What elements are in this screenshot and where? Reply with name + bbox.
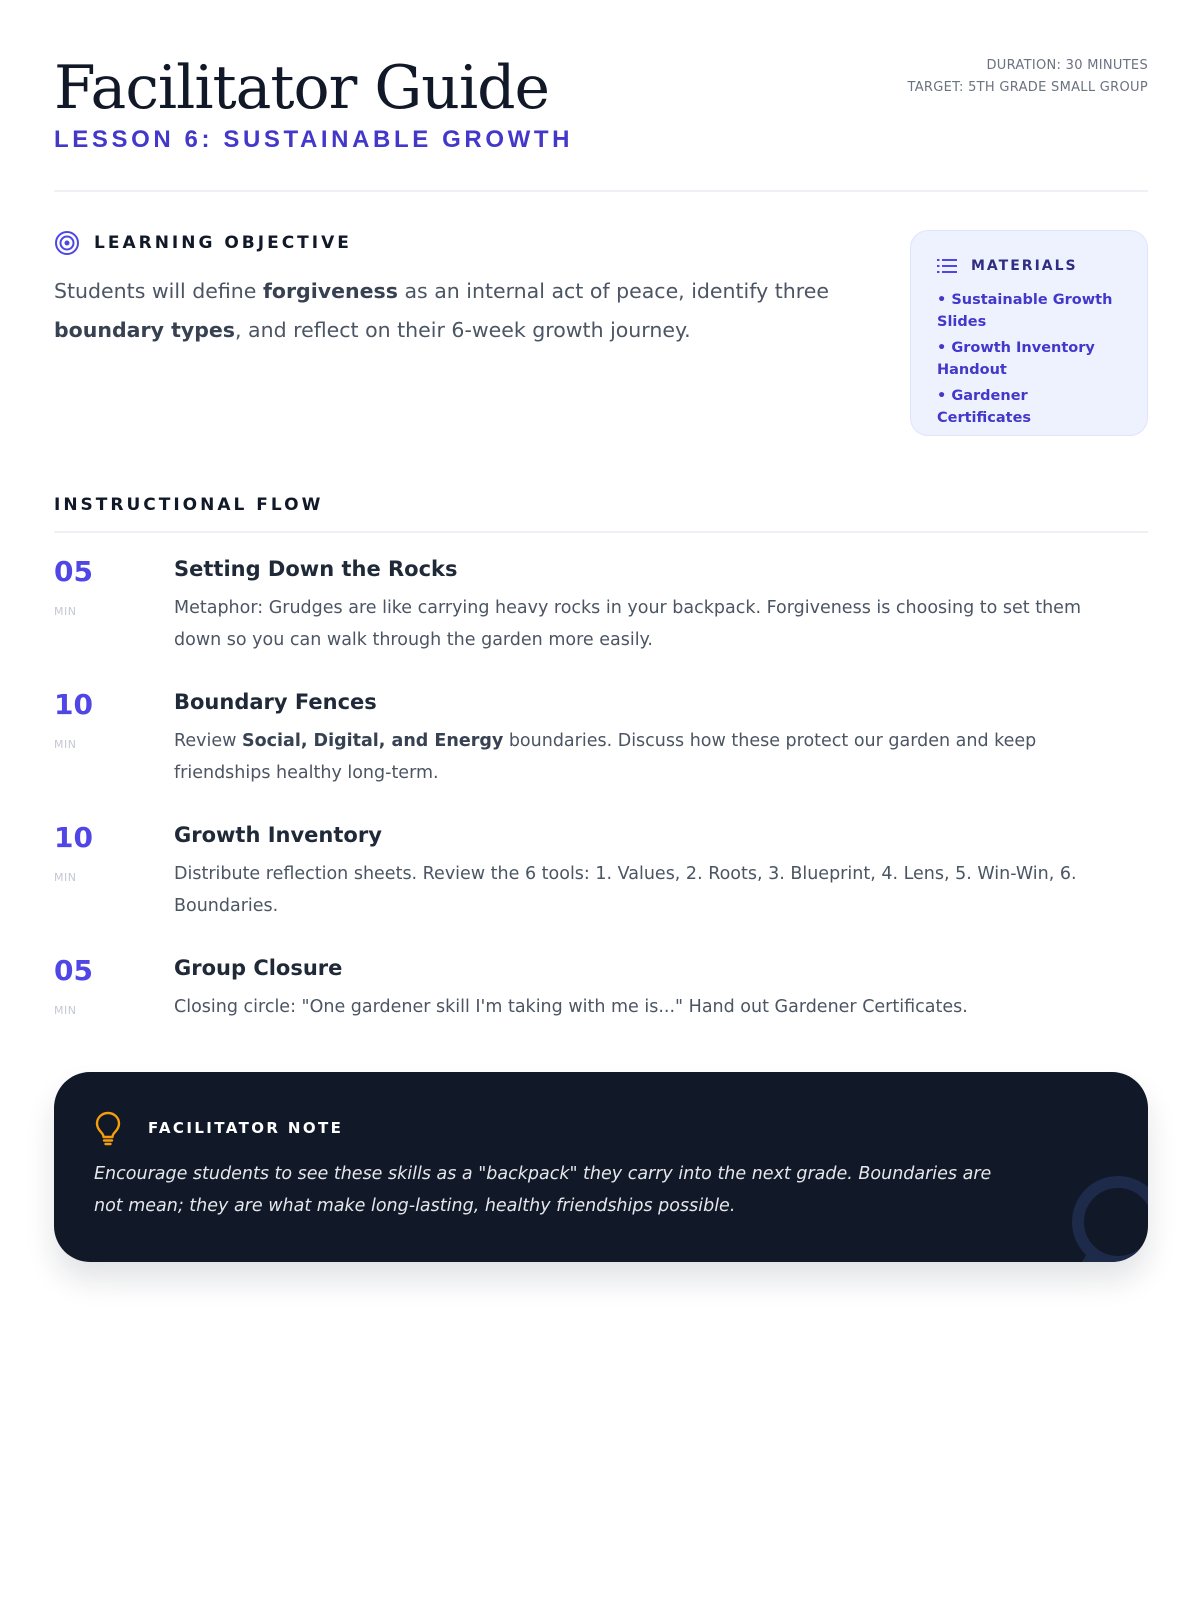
- objective-text-part: Students will define: [54, 279, 263, 303]
- facilitator-note-card: [54, 1072, 1148, 1262]
- objective-heading: [54, 230, 884, 256]
- step-minutes: 05: [54, 954, 93, 987]
- step-description-bold: Social, Digital, and Energy: [242, 731, 504, 751]
- step-description-text: Distribute reflection sheets. Review the 6 tools: 1. Values, 2. Roots, 3. Blueprint, 4. Lens, 5. Win-Win, 6. Boundaries.: [174, 864, 1077, 916]
- step-minutes: 10: [54, 821, 93, 854]
- target-icon: [54, 230, 80, 256]
- guide-header: [54, 0, 1148, 192]
- materials-item: • Gardener Certificates: [937, 388, 1032, 426]
- step-title: Boundary Fences: [174, 690, 377, 714]
- facilitator-guide-page: [54, 0, 1148, 1600]
- duration-text: DURATION: 30 MINUTES: [986, 58, 1148, 73]
- step-description-text: Review: [174, 731, 243, 751]
- step-title: Setting Down the Rocks: [174, 557, 458, 581]
- step-description: [174, 725, 1104, 789]
- target-text: TARGET: 5TH GRADE SMALL GROUP: [907, 80, 1148, 95]
- objective-term-forgiveness: forgiveness: [262, 279, 398, 303]
- step-unit: MIN: [54, 605, 77, 618]
- materials-item: • Growth Inventory Handout: [937, 340, 1095, 378]
- step-unit: MIN: [54, 871, 77, 884]
- objective-term-boundary-types: boundary types: [54, 318, 236, 342]
- step-description-text: boundaries. Discuss how these protect our garden and keep friendships healthy long-term.: [174, 731, 1037, 783]
- learning-objective-section: [54, 230, 884, 350]
- step-title: Growth Inventory: [174, 823, 382, 847]
- note-heading: [94, 1110, 343, 1146]
- objective-label: LEARNING OBJECTIVE: [94, 233, 352, 253]
- materials-item: • Sustainable Growth Slides: [937, 292, 1113, 330]
- step-unit: MIN: [54, 738, 77, 751]
- note-text: Encourage students to see these skills as a "backpack" they carry into the next grade. Boundaries are not mean; they are what make long-lasting, healthy friendships possible.: [94, 1164, 992, 1216]
- step-description: [174, 858, 1104, 922]
- step-description: [174, 991, 1104, 1023]
- materials-heading: [937, 255, 1121, 277]
- lesson-meta: [908, 55, 1149, 99]
- instructional-flow-section: [54, 495, 1148, 1017]
- decorative-ring-icon: [1038, 1162, 1148, 1262]
- objective-text: [54, 272, 884, 350]
- note-label: FACILITATOR NOTE: [148, 1119, 344, 1137]
- step-minutes: 10: [54, 688, 93, 721]
- objective-text-part: , and reflect on their 6-week growth journey.: [235, 318, 691, 342]
- materials-label: MATERIALS: [971, 258, 1078, 274]
- objective-text-part: as an internal act of peace, identify three: [397, 279, 829, 303]
- page-title: Facilitator Guide: [54, 53, 550, 123]
- list-icon: [937, 257, 957, 275]
- materials-card: [910, 230, 1148, 436]
- step-description: [174, 592, 1104, 656]
- flow-heading: INSTRUCTIONAL FLOW: [54, 495, 1148, 533]
- step-minutes: 05: [54, 555, 93, 588]
- lightbulb-icon: [94, 1110, 122, 1146]
- step-unit: MIN: [54, 1004, 77, 1017]
- materials-list: [937, 289, 1121, 429]
- lesson-subtitle: LESSON 6: SUSTAINABLE GROWTH: [54, 126, 574, 153]
- step-description-text: Closing circle: "One gardener skill I'm taking with me is..." Hand out Gardener Certificates.: [174, 997, 968, 1017]
- step-title: Group Closure: [174, 956, 343, 980]
- step-description-text: Metaphor: Grudges are like carrying heavy rocks in your backpack. Forgiveness is choosing to set them down so you can walk through the garden more easily.: [174, 598, 1081, 650]
